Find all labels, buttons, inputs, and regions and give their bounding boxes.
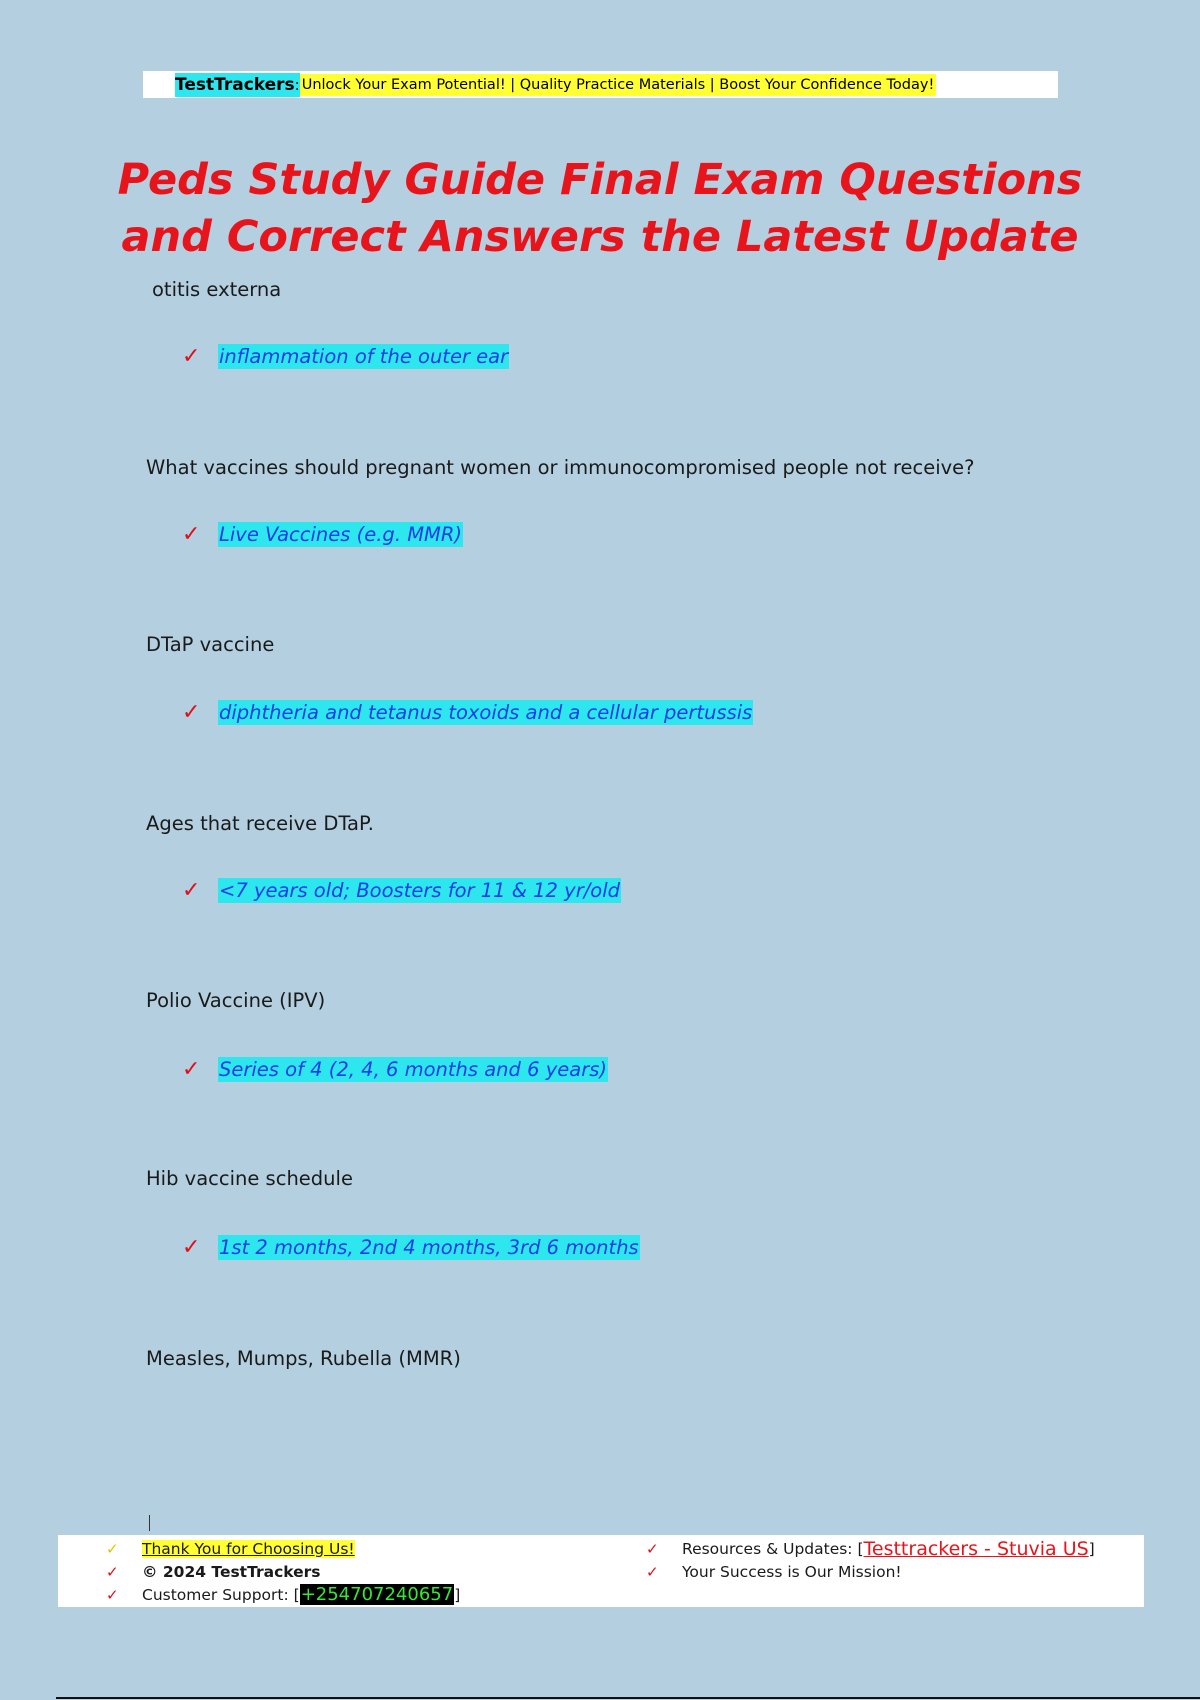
question-5: Polio Vaccine (IPV) <box>146 989 326 1012</box>
check-icon: ✓ <box>646 1539 659 1558</box>
page-divider <box>56 1697 1200 1699</box>
header-tagline: Unlock Your Exam Potential! | Quality Practice Materials | Boost Your Confidence Today! <box>300 74 937 96</box>
question-2: What vaccines should pregnant women or immunocompromised people not receive? <box>146 456 975 479</box>
answer-3 <box>182 700 753 725</box>
footer-box <box>58 1535 1144 1607</box>
thanks-text: Thank You for Choosing Us! <box>142 1539 355 1558</box>
brand-name: TestTrackers <box>175 74 295 95</box>
support-phone[interactable]: +254707240657 <box>300 1584 454 1605</box>
answer-text-1: inflammation of the outer ear <box>219 345 509 368</box>
text-cursor <box>149 1515 150 1531</box>
question-3: DTaP vaccine <box>146 633 275 656</box>
title-line-1: Peds Study Guide Final Exam Questions <box>117 155 1083 205</box>
answer-text-2: Live Vaccines (e.g. MMR) <box>219 523 463 546</box>
resources-label: Resources & Updates: [ <box>682 1539 864 1558</box>
resources-close: ] <box>1088 1539 1095 1558</box>
check-icon: ✓ <box>182 522 201 547</box>
brand-colon: : <box>295 73 300 97</box>
footer-left-column <box>106 1537 460 1606</box>
question-1: otitis externa <box>152 278 282 301</box>
support-label: Customer Support: [ <box>142 1585 300 1604</box>
resources-link[interactable]: Testtrackers - Stuvia US <box>863 1537 1089 1560</box>
answer-2 <box>182 522 463 547</box>
answer-text-4: <7 years old; Boosters for 11 & 12 yr/old <box>219 879 621 902</box>
footer-row <box>106 1537 460 1560</box>
support-close: ] <box>454 1585 461 1604</box>
answer-text-5: Series of 4 (2, 4, 6 months and 6 years) <box>219 1058 607 1081</box>
mission-text: Your Success is Our Mission! <box>682 1562 902 1581</box>
footer-row <box>106 1583 460 1606</box>
answer-text-3: diphtheria and tetanus toxoids and a cellular pertussis <box>219 701 753 724</box>
document-title <box>100 152 1100 266</box>
question-7: Measles, Mumps, Rubella (MMR) <box>146 1347 461 1370</box>
answer-text-6: 1st 2 months, 2nd 4 months, 3rd 6 months <box>219 1236 639 1259</box>
check-icon: ✓ <box>182 1235 201 1260</box>
check-icon: ✓ <box>182 700 201 725</box>
footer-right-column <box>646 1537 1095 1583</box>
check-icon: ✓ <box>646 1562 659 1581</box>
check-icon: ✓ <box>106 1539 119 1558</box>
check-icon: ✓ <box>106 1585 119 1604</box>
check-icon: ✓ <box>106 1562 119 1581</box>
copyright-text: © 2024 TestTrackers <box>142 1562 321 1581</box>
footer-row <box>646 1560 1095 1583</box>
title-line-2: and Correct Answers the Latest Update <box>121 212 1079 262</box>
check-icon: ✓ <box>182 344 201 369</box>
answer-5 <box>182 1057 608 1082</box>
footer-row <box>106 1560 460 1583</box>
answer-6 <box>182 1235 640 1260</box>
answer-1 <box>182 344 509 369</box>
question-6: Hib vaccine schedule <box>146 1167 353 1190</box>
answer-4 <box>182 878 621 903</box>
question-4: Ages that receive DTaP. <box>146 812 374 835</box>
footer-row <box>646 1537 1095 1560</box>
check-icon: ✓ <box>182 878 201 903</box>
header-banner <box>143 71 1058 98</box>
check-icon: ✓ <box>182 1057 201 1082</box>
